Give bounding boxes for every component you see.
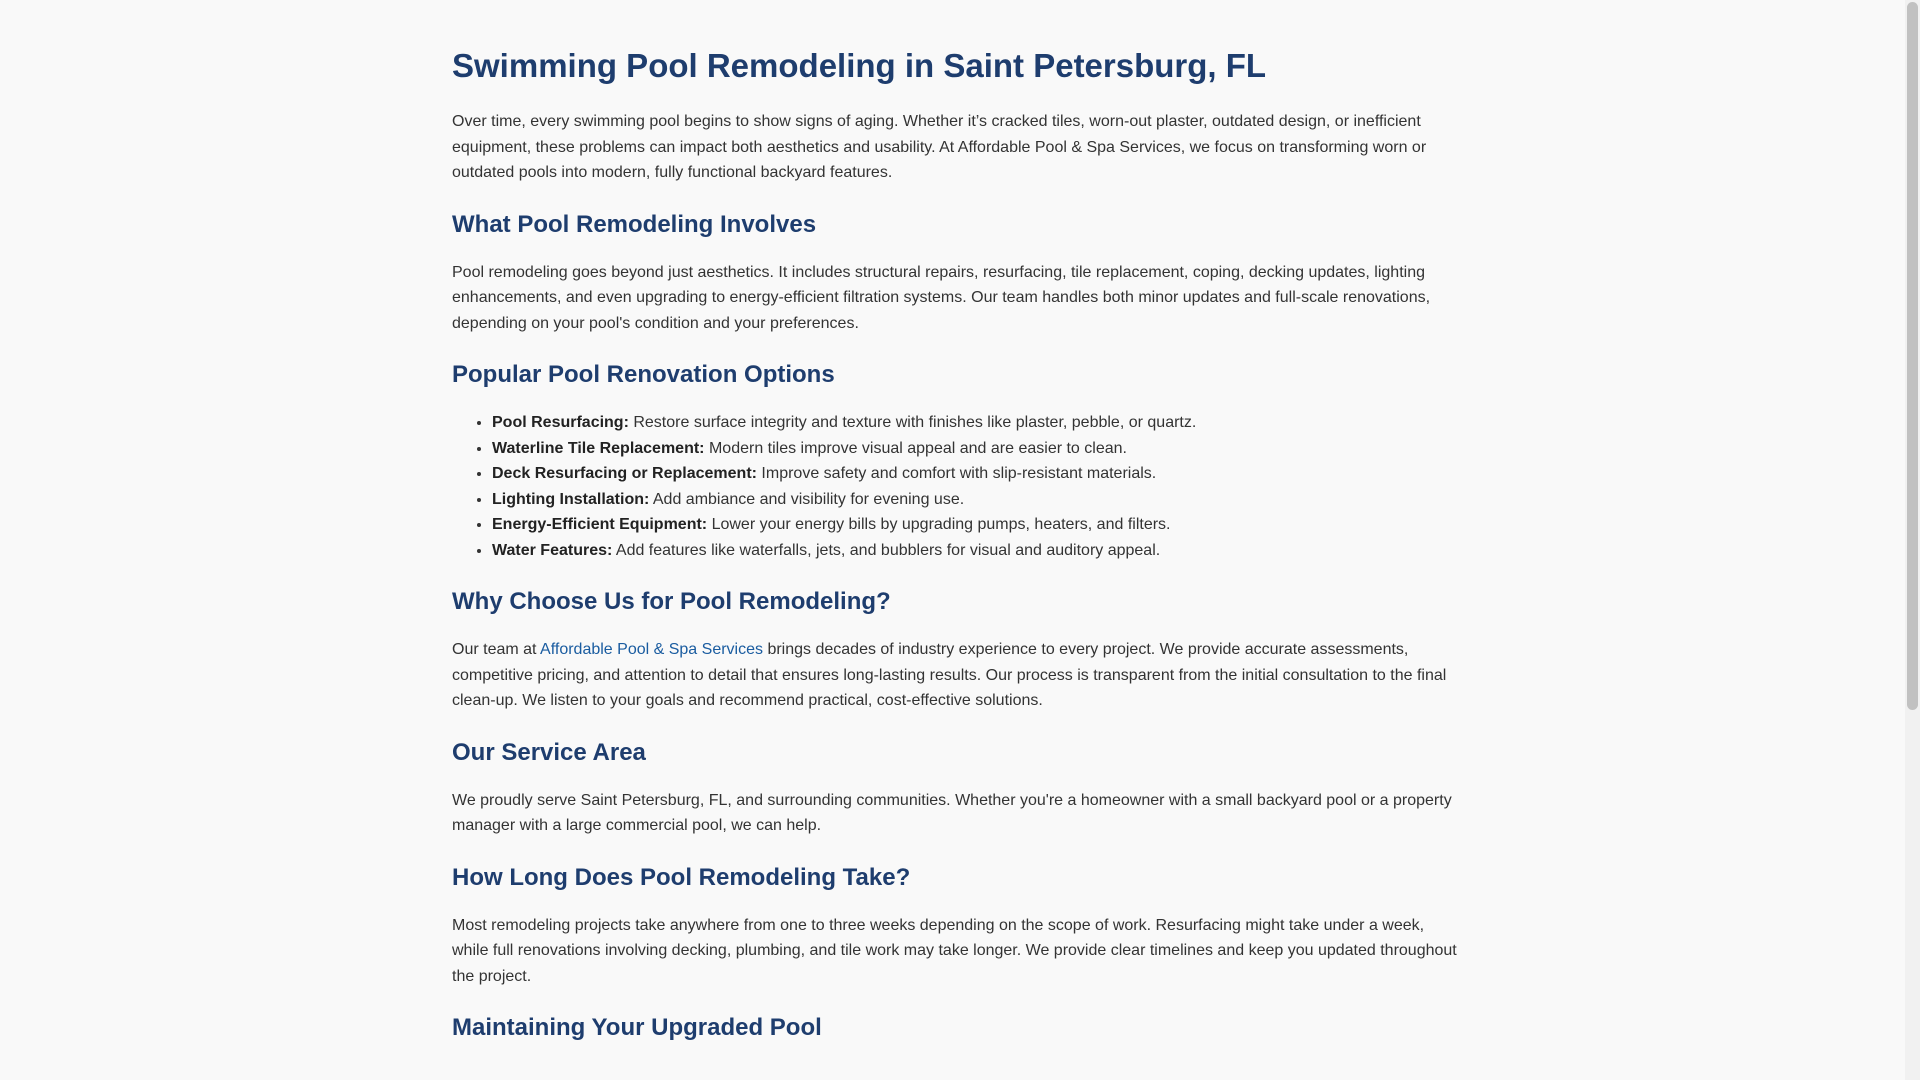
list-item bbox=[492, 512, 1462, 538]
section-heading-why: Why Choose Us for Pool Remodeling? bbox=[452, 588, 891, 615]
scrollbar-thumb[interactable] bbox=[1907, 2, 1918, 710]
list-item-desc: Lower your energy bills by upgrading pumps, heaters, and filters. bbox=[707, 516, 1171, 533]
list-item-desc: Modern tiles improve visual appeal and are easier to clean. bbox=[704, 439, 1127, 457]
section-heading-area: Our Service Area bbox=[452, 738, 646, 766]
list-item-term: Waterline Tile Replacement: bbox=[492, 439, 705, 457]
list-item-desc: Restore surface integrity and texture with finishes like plaster, pebble, or quartz. bbox=[628, 414, 1197, 431]
list-item-desc: Add features like waterfalls, jets, and bubblers for visual and auditory appeal. bbox=[612, 541, 1161, 559]
list-item-term: Pool Resurfacing: bbox=[492, 414, 629, 431]
scrollbar[interactable] bbox=[1905, 0, 1920, 1080]
section-heading-duration: How Long Does Pool Remodeling Take? bbox=[452, 863, 911, 891]
section-heading-options: Popular Pool Renovation Options bbox=[452, 361, 835, 388]
section-body-why bbox=[452, 637, 1462, 714]
list-item-desc: Add ambiance and visibility for evening use. bbox=[649, 490, 965, 508]
article bbox=[452, 0, 1462, 1043]
page-title: Swimming Pool Remodeling in Saint Petersburg, FL bbox=[452, 47, 1267, 84]
why-text-after: brings decades of industry experience to every project. We provide accurate assessments, competitive pricing, and attention to detail that ensures long-lasting results. Our process is transparent from the initial consultation to the final clean-up. We listen to your goals and recommend practical, cost-effective solutions. bbox=[452, 641, 1447, 709]
list-item-term: Energy-Efficient Equipment: bbox=[492, 516, 708, 533]
section-body-involves: Pool remodeling goes beyond just aesthetics. It includes structural repairs, resurfacing, tile replacement, coping, decking updates, lighting enhancements, and even upgrading to energy-efficient filtration systems. Our team handles both minor updates and full-scale renovations, depending on your pool's condition and your preferences. bbox=[452, 263, 1431, 332]
list-item bbox=[492, 538, 1462, 564]
list-item-term: Deck Resurfacing or Replacement: bbox=[492, 465, 757, 482]
section-body-duration: Most remodeling projects take anywhere from one to three weeks depending on the scope of work. Resurfacing might take under a week, while full renovations involving decking, plumbing, and tile work may take longer. We provide clear timelines and keep you updated throughout the project. bbox=[452, 916, 1457, 985]
list-item-term: Lighting Installation: bbox=[492, 490, 650, 508]
list-item-desc: Improve safety and comfort with slip-resistant materials. bbox=[756, 465, 1157, 482]
company-link[interactable]: Affordable Pool & Spa Services bbox=[540, 641, 763, 658]
section-heading-maintain: Maintaining Your Upgraded Pool bbox=[452, 1014, 822, 1041]
section-heading-involves: What Pool Remodeling Involves bbox=[452, 210, 817, 238]
list-item bbox=[492, 487, 1462, 513]
section-body-area: We proudly serve Saint Petersburg, FL, and surrounding communities. Whether you're a homeowner with a small backyard pool or a property manager with a large commercial pool, we can help. bbox=[452, 791, 1452, 834]
list-item bbox=[492, 436, 1462, 462]
renovation-options-list bbox=[452, 410, 1462, 563]
list-item bbox=[492, 461, 1462, 487]
list-item bbox=[492, 410, 1462, 436]
list-item-term: Water Features: bbox=[492, 541, 613, 559]
intro-paragraph: Over time, every swimming pool begins to show signs of aging. Whether it’s cracked tiles, worn-out plaster, outdated design, or inefficient equipment, these problems can impact both aesthetics and usability. At Affordable Pool & Spa Services, we focus on transforming worn or outdated pools into modern, fully functional backyard features. bbox=[452, 113, 1427, 181]
why-text-before: Our team at bbox=[452, 641, 541, 658]
